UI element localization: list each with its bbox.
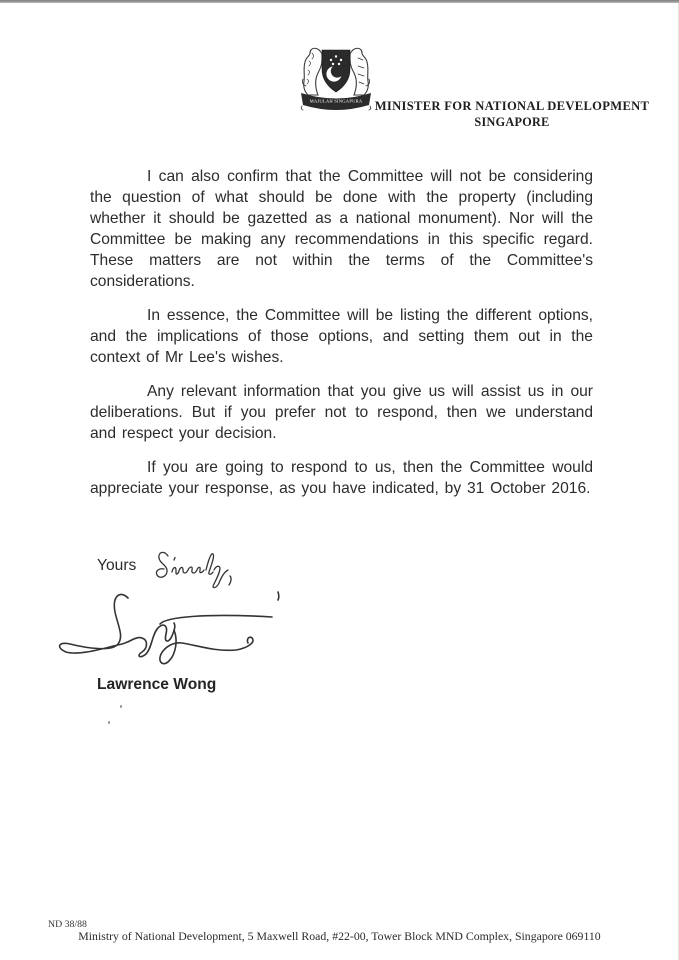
body-paragraph-1: I can also confirm that the Committee will not be considering the question of what should be done with the property (including whether it should be gazetted as a national monument). Nor will the Committee be making any recommendations in this specific regard. These matters are not within the terms of the Committee's considerations. — [90, 168, 593, 290]
salutation-typed: Yours — [97, 557, 137, 574]
letter-body — [90, 166, 593, 512]
scan-speck — [108, 721, 110, 724]
signatory-name: Lawrence Wong — [97, 676, 217, 693]
body-paragraph-2: In essence, the Committee will be listing the different options, and the implications of those options, and setting them out in the context of Mr Lee's wishes. — [90, 307, 593, 366]
letterhead-title-line2: SINGAPORE — [474, 115, 550, 129]
tiger-supporter — [350, 48, 368, 95]
lion-supporter — [304, 48, 322, 95]
scan-edge-top — [0, 0, 679, 3]
letterhead-title — [372, 98, 652, 130]
letterhead-title-line1: MINISTER FOR NATIONAL DEVELOPMENT — [374, 99, 650, 113]
body-paragraph-4: If you are going to respond to us, then the Committee would appreciate your response, as you have indicated, by 31 October 2016. — [90, 459, 593, 497]
crest-banner-text: MAJULAH SINGAPURA — [309, 98, 363, 104]
reference-number: ND 38/88 — [48, 919, 87, 930]
singapore-coat-of-arms-icon — [299, 41, 373, 115]
signature-handwriting — [56, 586, 282, 672]
footer-address: Ministry of National Development, 5 Maxwell Road, #22-00, Tower Block MND Complex, Singapore 069110 — [78, 929, 601, 943]
body-paragraph-3: Any relevant information that you give us will assist us in our deliberations. But if you prefer not to respond, then we understand and respect your decision. — [90, 383, 593, 442]
crescent-cutout — [331, 65, 344, 78]
scan-speck — [120, 705, 122, 708]
